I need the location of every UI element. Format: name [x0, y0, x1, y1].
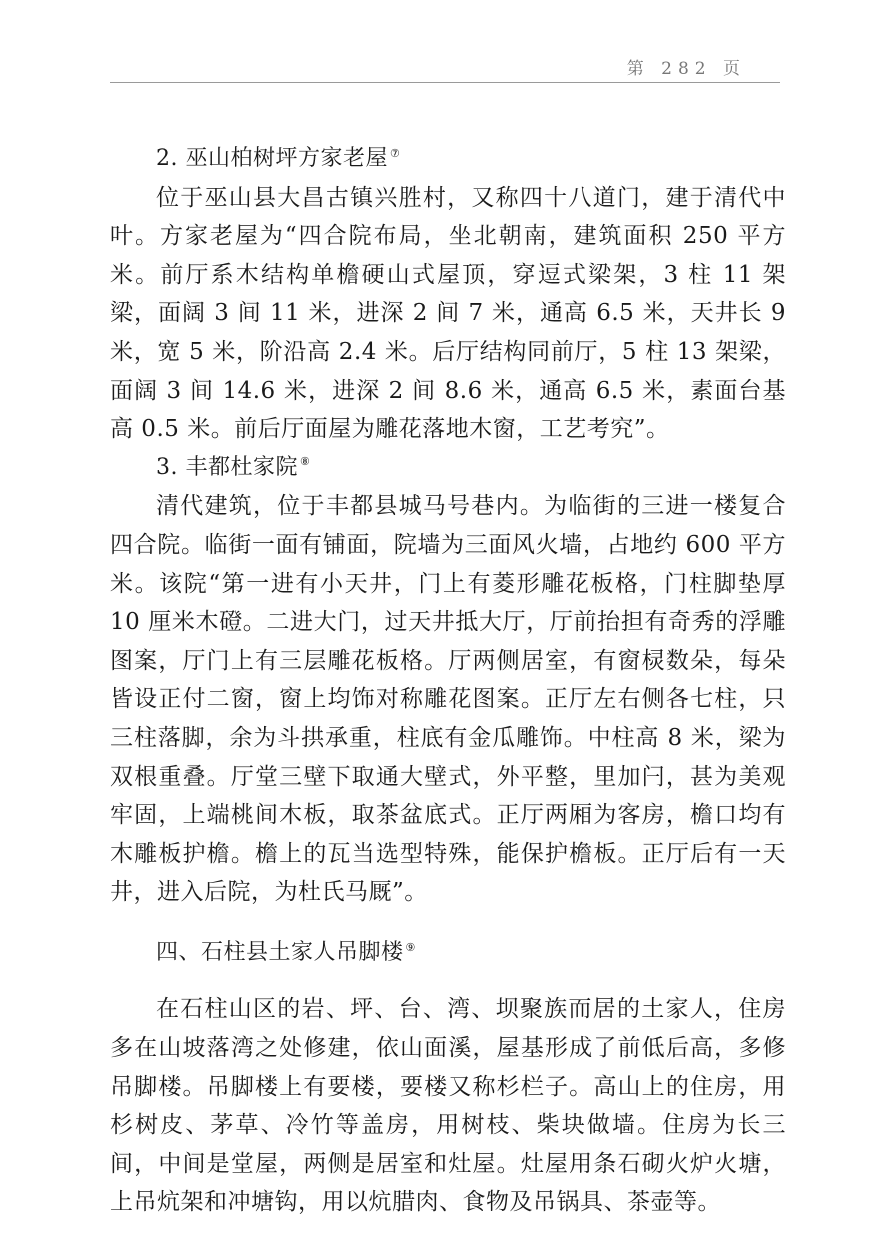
- paragraph-dujia-courtyard: 清代建筑，位于丰都县城马号巷内。为临街的三进一楼复合四合院。临街一面有铺面，院墙为三面风火墙，占地约 600 平方米。该院“第一进有小天井，门上有菱形雕花板格，门柱脚垫厚 10 厘米木磴。二进大门，过天井抵大厅，厅前抬担有奇秀的浮雕图案，厅门上有三层雕花板格。厅两侧居室，有窗棂数朵，每朵皆设正付二窗，窗上均饰对称雕花图案。正厅左右侧各七柱，只三柱落脚，余为斗拱承重，柱底有金瓜雕饰。中柱高 8 米，梁为双根重叠。厅堂三壁下取通大壁式，外平整，里加闩，甚为美观牢固，上端桃间木板，取茶盆底式。正厅两厢为客房，檐口均有木雕板护檐。檐上的瓦当选型特殊，能保护檐板。正厅后有一天井，进入后院，为杜氏马厩”。: [110, 493, 786, 906]
- section-heading-fangjia-house: [110, 140, 786, 179]
- section-heading-text: 2. 巫山柏树坪方家老屋: [156, 146, 388, 171]
- footnote-marker: ⑦: [389, 146, 401, 160]
- footnote-marker: ⑨: [405, 940, 416, 954]
- page-header: [110, 52, 780, 83]
- paragraph-fangjia-house: 位于巫山县大昌古镇兴胜村，又称四十八道门，建于清代中叶。方家老屋为“四合院布局，坐北朝南，建筑面积 250 平方米。前厅系木结构单檐硬山式屋顶，穿逗式梁架，3 柱 11 架梁，面阔 3 间 11 米，进深 2 间 7 米，通高 6.5 米，天井长 9 米，宽 5 米，阶沿高 2.4 米。后厅结构同前厅，5 柱 13 架梁，面阔 3 间 14.6 米，进深 2 间 8.6 米，通高 6.5 米，素面台基高 0.5 米。前后厅面屋为雕花落地木窗，工艺考究”。: [110, 184, 786, 443]
- page-number: 第 282 页: [626, 59, 746, 79]
- paragraph-tujia-stilt-house: 在石柱山区的岩、坪、台、湾、坝聚族而居的土家人，住房多在山坡落湾之处修建，依山面溪，屋基形成了前低后高，多修吊脚楼。吊脚楼上有要楼，要楼又称杉栏子。高山上的住房，用杉树皮、茅草、冷竹等盖房，用树枝、柴块做墙。住房为长三间，中间是堂屋，两侧是居室和灶屋。灶屋用条石砌火炉火塘，上吊炕架和冲塘钩，用以炕腊肉、食物及吊锅具、茶壶等。: [110, 996, 786, 1216]
- footnote-marker: ⑧: [299, 455, 311, 469]
- section-heading-text: 3. 丰都杜家院: [156, 454, 298, 480]
- section-heading-dujia-courtyard: [110, 449, 786, 488]
- section-heading-text: 四、石柱县土家人吊脚楼: [156, 939, 404, 965]
- section-heading-tujia-stilt-house: [110, 934, 786, 973]
- page-content: [110, 140, 786, 1222]
